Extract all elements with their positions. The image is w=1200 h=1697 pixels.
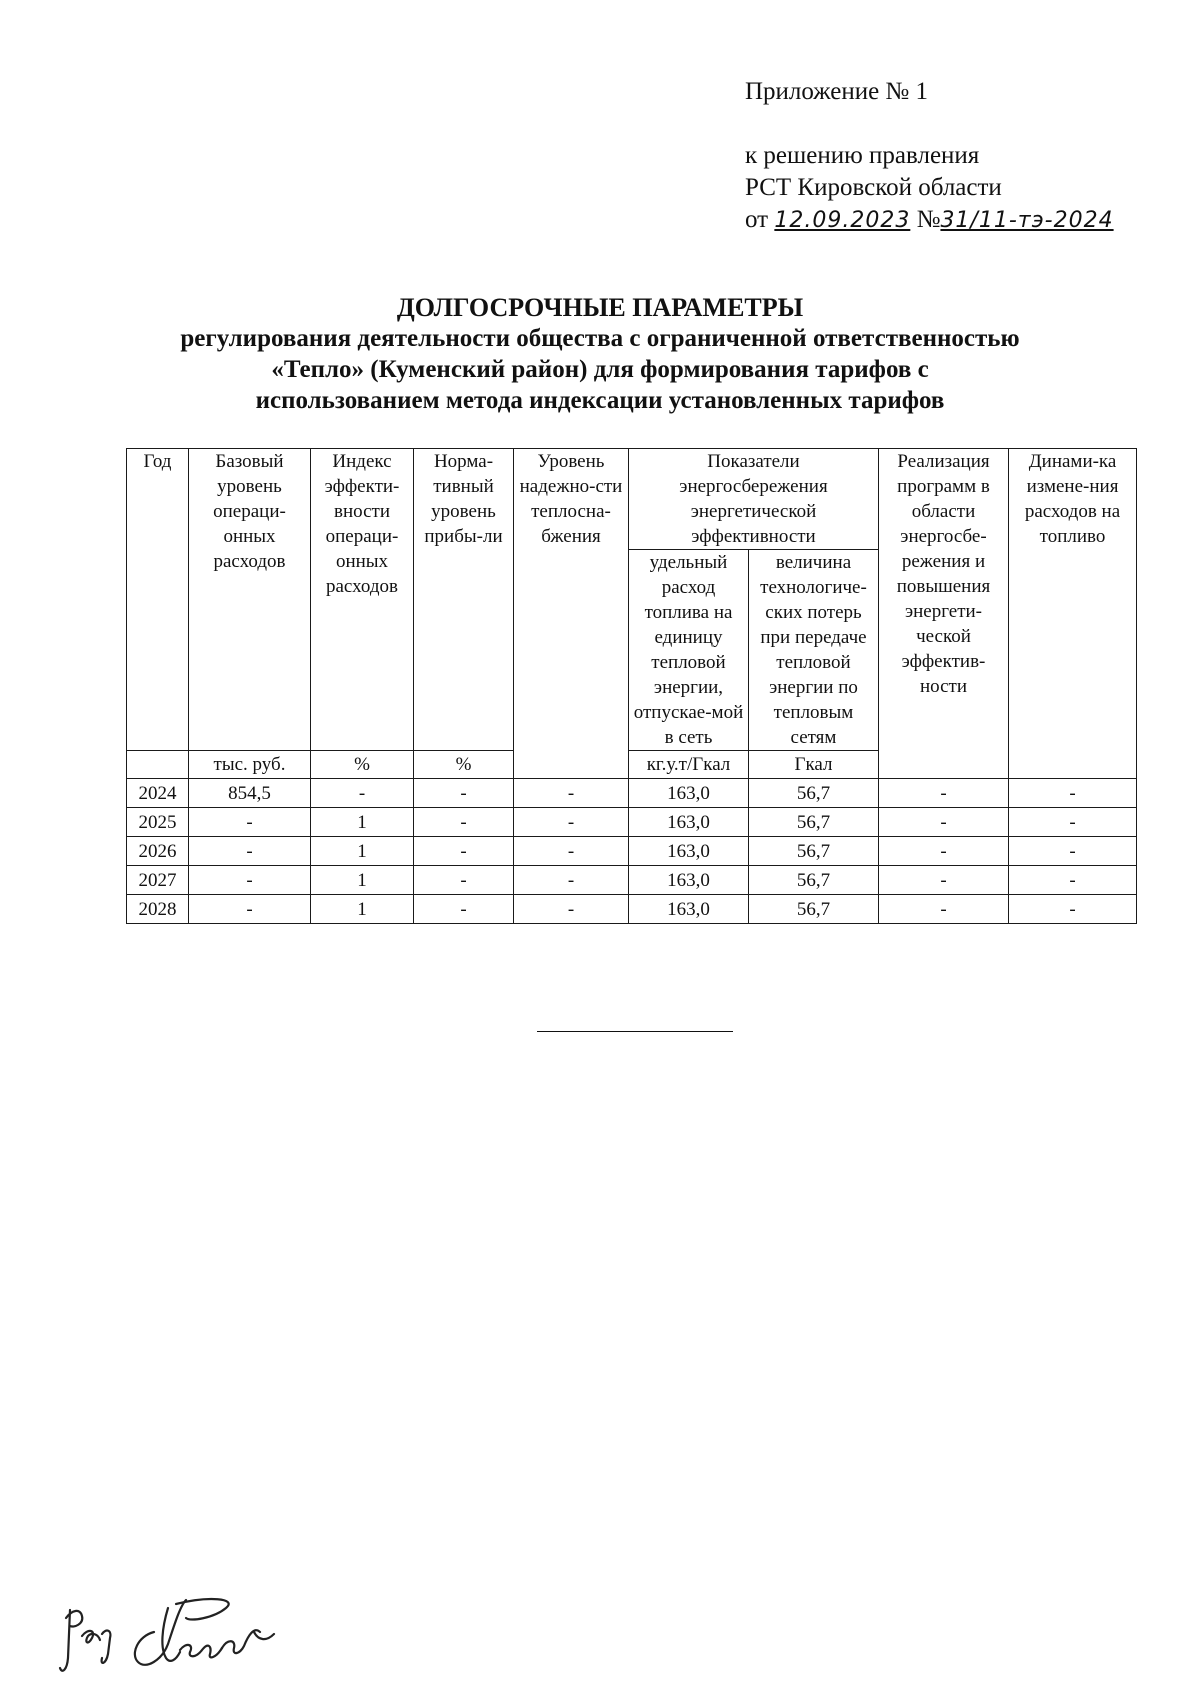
cell-efficiency-index: - <box>311 779 414 808</box>
units-profit-level: % <box>414 751 514 779</box>
cell-heat-losses: 56,7 <box>749 837 879 866</box>
annex-date-prefix: от <box>745 206 769 233</box>
cell-year: 2028 <box>127 895 189 924</box>
header-energy-group: Показатели энергосбережения энергетической эффективности <box>629 449 879 550</box>
cell-heat-losses: 56,7 <box>749 895 879 924</box>
cell-year: 2027 <box>127 866 189 895</box>
cell-year: 2024 <box>127 779 189 808</box>
title-line-1: регулирования деятельности общества с ограниченной ответственностью <box>180 325 1020 352</box>
cell-fuel-rate: 163,0 <box>629 866 749 895</box>
cell-programs: - <box>879 837 1009 866</box>
annex-title: Приложение № 1 <box>745 78 929 105</box>
header-year: Год <box>127 449 189 751</box>
parameters-table <box>126 448 1137 924</box>
cell-fuel-dynamics: - <box>1009 779 1137 808</box>
header-base-cost: Базовый уровень операци-онных расходов <box>189 449 311 751</box>
cell-base-cost: - <box>189 837 311 866</box>
cell-programs: - <box>879 779 1009 808</box>
cell-profit-level: - <box>414 895 514 924</box>
header-reliability: Уровень надежно-сти теплосна-бжения <box>514 449 629 779</box>
header-heat-losses: величина технологиче-ских потерь при передаче тепловой энергии по тепловым сетям <box>749 550 879 751</box>
title-line-3: использованием метода индексации установленных тарифов <box>255 387 945 414</box>
cell-year: 2026 <box>127 837 189 866</box>
table-row <box>127 866 1137 895</box>
annex-line-decision: к решению правления <box>745 142 980 169</box>
annex-date-line <box>745 204 1114 237</box>
cell-profit-level: - <box>414 837 514 866</box>
cell-programs: - <box>879 895 1009 924</box>
annex-date-handwritten: 12.09.2023 <box>774 208 911 233</box>
cell-profit-level: - <box>414 779 514 808</box>
cell-fuel-rate: 163,0 <box>629 837 749 866</box>
table-row <box>127 808 1137 837</box>
signature <box>58 1588 298 1688</box>
cell-base-cost: 854,5 <box>189 779 311 808</box>
units-base-cost: тыс. руб. <box>189 751 311 779</box>
cell-fuel-rate: 163,0 <box>629 895 749 924</box>
cell-fuel-rate: 163,0 <box>629 808 749 837</box>
title-main: ДОЛГОСРОЧНЫЕ ПАРАМЕТРЫ <box>396 293 804 322</box>
cell-efficiency-index: 1 <box>311 837 414 866</box>
table-row <box>127 895 1137 924</box>
cell-fuel-dynamics: - <box>1009 895 1137 924</box>
cell-fuel-dynamics: - <box>1009 837 1137 866</box>
table-row <box>127 837 1137 866</box>
cell-programs: - <box>879 866 1009 895</box>
table-row <box>127 779 1137 808</box>
cell-reliability: - <box>514 837 629 866</box>
cell-year: 2025 <box>127 808 189 837</box>
header-efficiency-index: Индекс эффекти-вности операци-онных расходов <box>311 449 414 751</box>
header-programs: Реализация программ в области энергосбе-режения и повышения энергети-ческой эффектив-ности <box>879 449 1009 779</box>
title-line-2: «Тепло» (Куменский район) для формирования тарифов с <box>271 356 929 383</box>
cell-efficiency-index: 1 <box>311 895 414 924</box>
cell-reliability: - <box>514 895 629 924</box>
cell-reliability: - <box>514 808 629 837</box>
units-efficiency-index: % <box>311 751 414 779</box>
cell-programs: - <box>879 808 1009 837</box>
cell-base-cost: - <box>189 895 311 924</box>
annex-block <box>745 76 1114 237</box>
cell-profit-level: - <box>414 808 514 837</box>
header-fuel-rate: удельный расход топлива на единицу тепловой энергии, отпускае-мой в сеть <box>629 550 749 751</box>
annex-number-prefix: № <box>916 206 941 233</box>
annex-line-authority: РСТ Кировской области <box>745 174 1002 201</box>
cell-heat-losses: 56,7 <box>749 866 879 895</box>
annex-number-handwritten: 31/11-тэ-2024 <box>940 208 1114 233</box>
cell-reliability: - <box>514 779 629 808</box>
cell-fuel-dynamics: - <box>1009 866 1137 895</box>
cell-profit-level: - <box>414 866 514 895</box>
cell-heat-losses: 56,7 <box>749 808 879 837</box>
header-fuel-dynamics: Динами-ка измене-ния расходов на топливо <box>1009 449 1137 779</box>
cell-base-cost: - <box>189 808 311 837</box>
units-year <box>127 751 189 779</box>
cell-heat-losses: 56,7 <box>749 779 879 808</box>
cell-efficiency-index: 1 <box>311 866 414 895</box>
cell-fuel-rate: 163,0 <box>629 779 749 808</box>
header-profit-level: Норма-тивный уровень прибы-ли <box>414 449 514 751</box>
cell-base-cost: - <box>189 866 311 895</box>
cell-fuel-dynamics: - <box>1009 808 1137 837</box>
closing-rule <box>537 1031 733 1032</box>
units-heat-losses: Гкал <box>749 751 879 779</box>
cell-efficiency-index: 1 <box>311 808 414 837</box>
units-fuel-rate: кг.у.т/Гкал <box>629 751 749 779</box>
cell-reliability: - <box>514 866 629 895</box>
document-title <box>100 292 1100 416</box>
handwritten-signature-icon <box>58 1588 298 1683</box>
